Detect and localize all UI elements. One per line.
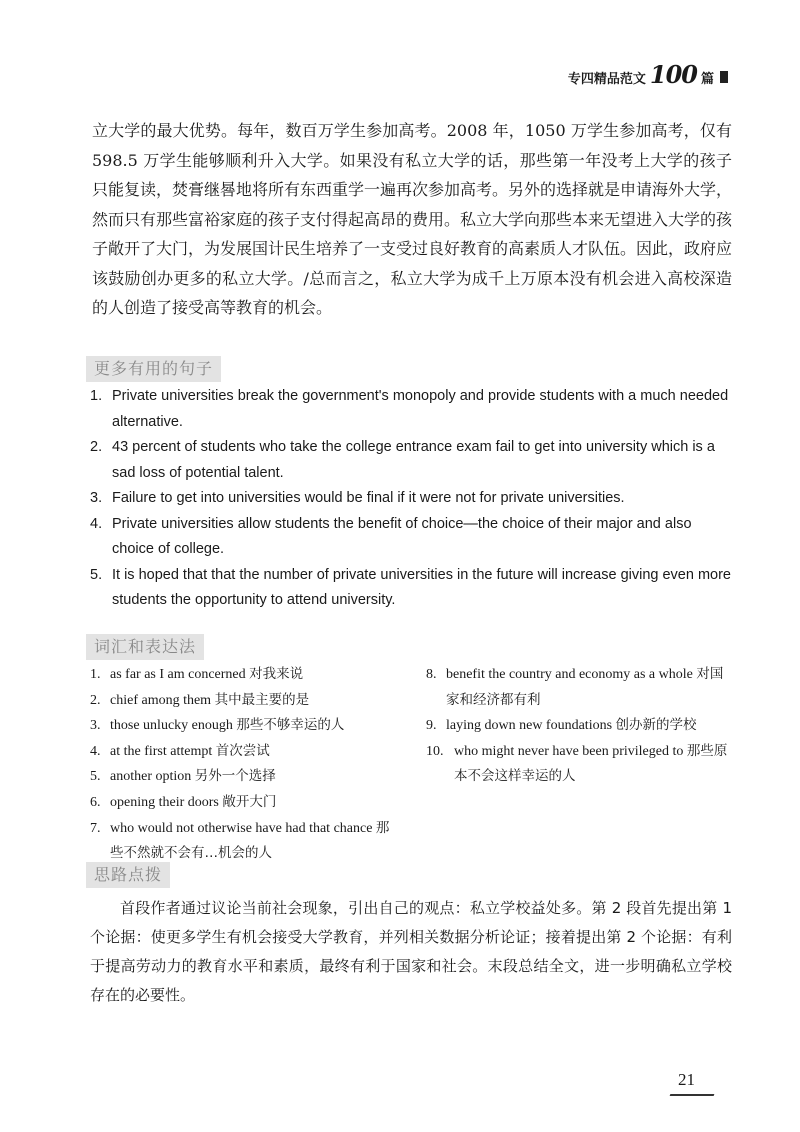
- vocab-number: 9.: [426, 718, 437, 734]
- running-header: [568, 60, 728, 89]
- vocab-item: [90, 739, 396, 765]
- vocab-number: 3.: [90, 718, 101, 734]
- vocab-item: [90, 688, 396, 714]
- sentence-text: Private universities break the government's monopoly and provide students with a much needed alternative.: [112, 388, 729, 430]
- vocab-chinese: 那些不然就不会有…机会的人: [110, 819, 390, 862]
- sentence-number: 5.: [90, 566, 103, 583]
- vocab-item: [426, 739, 732, 790]
- sentence-text: It is hoped that that the number of private universities in the future will increase giving even more students the opportunity to attend university.: [112, 566, 731, 608]
- sentence-number: 3.: [90, 490, 103, 506]
- vocab-number: 8.: [426, 667, 437, 682]
- vocabulary-list: [90, 662, 732, 867]
- vocab-english: laying down new foundations: [446, 718, 613, 734]
- vocab-item: [90, 662, 396, 688]
- vocab-number: 5.: [90, 769, 101, 785]
- header-number: 100: [649, 60, 697, 89]
- sentence-number: 4.: [90, 515, 103, 532]
- vocab-chinese: 敞开大门: [222, 793, 277, 810]
- vocabulary-column-right: [426, 662, 732, 867]
- sentence-text: Private universities allow students the benefit of choice—the choice of their major and also choice of college.: [112, 515, 692, 557]
- vocab-chinese: 另外一个选择: [194, 768, 276, 785]
- sentence-item: [90, 563, 732, 614]
- sentence-item: [90, 435, 732, 486]
- vocab-item: [90, 764, 396, 790]
- sentence-text: Failure to get into universities would be final if it were not for private universities.: [112, 490, 625, 506]
- vocab-chinese: 创办新的学校: [615, 717, 697, 734]
- sentence-item: [90, 512, 732, 563]
- sentence-item: [90, 486, 732, 512]
- section-title-analysis: 思路点拨: [86, 862, 170, 888]
- vocab-chinese: 首次尝试: [215, 742, 270, 759]
- vocab-chinese: 其中最主要的是: [214, 691, 310, 708]
- section-title-vocabulary: 词汇和表达法: [86, 634, 204, 660]
- vocabulary-column-left: [90, 662, 396, 867]
- vocab-english: those unlucky enough: [110, 718, 233, 734]
- sentence-text: 43 percent of students who take the college entrance exam fail to get into university which is a sad loss of potential talent.: [112, 439, 715, 481]
- intro-paragraph: 立大学的最大优势。每年，数百万学生参加高考。2008 年，1050 万学生参加高考，仅有 598.5 万学生能够顺利升入大学。如果没有私立大学的话，那些第一年没考上大学的孩子只能复读，焚膏继晷地将所有东西重学一遍再次参加高考。另外的选择就是申请海外大学，然而只有那些富裕家庭的孩子支付得起高昂的费用。私立大学向那些本来无望进入大学的孩子敞开了大门，为发展国计民生培养了一支受过良好教育的高素质人才队伍。因此，政府应该鼓励创办更多的私立大学。/总而言之，私立大学为成千上万原本没有机会进入高校深造的人创造了接受高等教育的机会。: [92, 121, 733, 317]
- page-number: 21: [678, 1070, 695, 1089]
- vocab-item: [90, 713, 396, 739]
- vocab-english: opening their doors: [110, 794, 219, 810]
- vocab-english: another option: [110, 769, 192, 785]
- vocab-item: [426, 662, 732, 713]
- sentence-number: 1.: [90, 388, 103, 404]
- vocab-item: [426, 713, 732, 739]
- vocab-number: 10.: [426, 743, 444, 759]
- vocab-chinese: 对国家和经济都有利: [446, 666, 724, 708]
- vocab-chinese: 那些不够幸运的人: [236, 717, 345, 734]
- vocab-english: who might never have been privileged to: [454, 743, 684, 759]
- vocab-chinese: 对我来说: [249, 666, 304, 682]
- vocab-number: 2.: [90, 692, 101, 708]
- useful-sentences-list: [90, 384, 732, 614]
- vocab-chinese: 那些原本不会这样幸运的人: [454, 742, 728, 785]
- vocab-english: who would not otherwise have had that chance: [110, 820, 373, 836]
- vocab-number: 6.: [90, 794, 101, 810]
- vocab-english: as far as I am concerned: [110, 667, 246, 682]
- vocab-english: benefit the country and economy as a whole: [446, 667, 693, 682]
- header-suffix: 篇: [700, 72, 714, 87]
- vocab-item: [90, 816, 396, 867]
- vocab-item: [90, 790, 396, 816]
- header-title: 专四精品范文: [567, 72, 646, 87]
- vocab-number: 7.: [90, 820, 101, 836]
- vocab-number: 4.: [90, 743, 101, 759]
- header-square-icon: [720, 71, 728, 83]
- section-title-useful-sentences: 更多有用的句子: [86, 356, 221, 382]
- vocab-english: chief among them: [110, 692, 212, 708]
- sentence-number: 2.: [90, 439, 103, 455]
- analysis-paragraph: 首段作者通过议论当前社会现象，引出自己的观点：私立学校益处多。第 2 段首先提出第 1 个论据：使更多学生有机会接受大学教育，并列相关数据分析论证；接着提出第 2 个论据：有利于提高劳动力的教育水平和素质，最终有利于国家和社会。末段总结全文，进一步明确私立学校存在的必要性。: [90, 899, 732, 1004]
- vocab-english: at the first attempt: [110, 743, 213, 759]
- page-number-underline: [670, 1094, 715, 1096]
- vocab-number: 1.: [90, 667, 101, 682]
- sentence-item: [90, 384, 732, 435]
